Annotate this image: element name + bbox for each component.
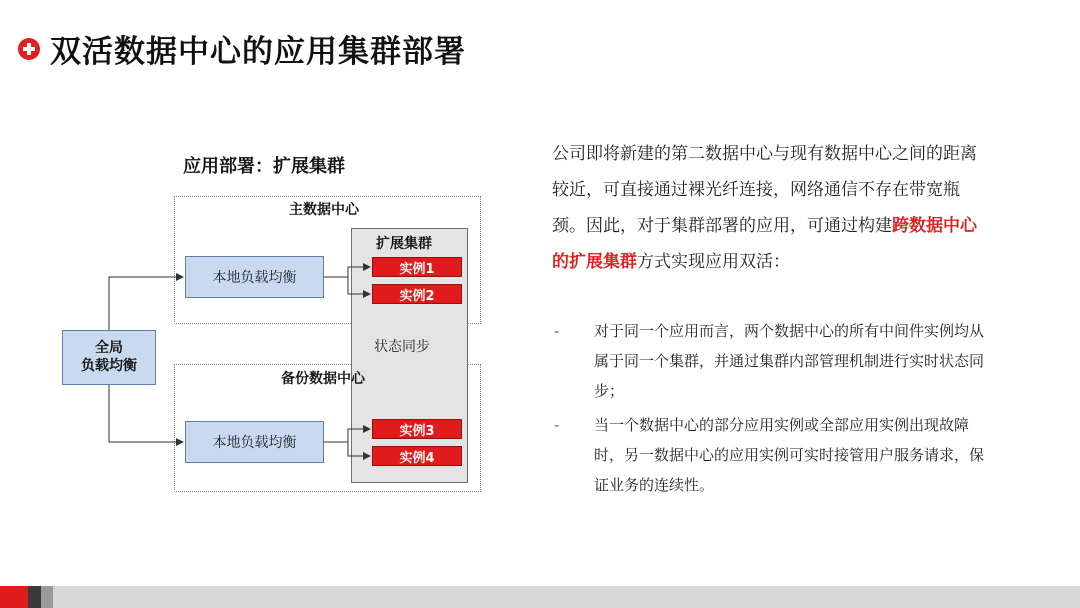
bullet-text: 对于同一个应用而言，两个数据中心的所有中间件实例均从属于同一个集群，并通过集群内部管理机制进行实时状态同步； [594, 322, 985, 400]
bullet-item [552, 316, 992, 406]
footer-accent-gray [41, 586, 53, 608]
cluster-label: 扩展集群 [376, 236, 432, 252]
bullet-dash: - [554, 416, 560, 434]
primary-datacenter-label: 主数据中心 [289, 202, 359, 218]
bullet-text: 当一个数据中心的部分应用实例或全部应用实例出现故障时，另一数据中心的应用实例可实时接管用户服务请求，保证业务的连续性。 [594, 416, 985, 494]
primary-local-lb-label: 本地负载均衡 [212, 270, 297, 286]
instance-1: 实例1 [372, 257, 462, 277]
description-intro: 公司即将新建的第二数据中心与现有数据中心之间的距离较近，可直接通过裸光纤连接，网络通信不存在带宽瓶颈。因此，对于集群部署的应用，可通过构建 [552, 144, 977, 236]
primary-local-load-balancer [185, 256, 324, 298]
bullet-item [552, 410, 992, 500]
footer-accent-dark [28, 586, 41, 608]
backup-local-lb-label: 本地负载均衡 [212, 435, 297, 451]
connector-glb-to-backup [109, 385, 183, 442]
description-intro-end: 方式实现应用双活： [637, 252, 790, 272]
state-sync-label: 状态同步 [374, 339, 430, 355]
plus-circle-icon [18, 38, 40, 60]
backup-local-load-balancer [185, 421, 324, 463]
connector-glb-to-primary [109, 277, 183, 330]
instance-3: 实例3 [372, 419, 462, 439]
footer-accent-red [0, 586, 28, 608]
backup-datacenter-label: 备份数据中心 [281, 371, 365, 387]
description-highlight: 跨数据中心的扩展集群 [552, 216, 977, 272]
instance-2: 实例2 [372, 284, 462, 304]
diagram-title: 应用部署：扩展集群 [183, 156, 345, 177]
bullet-dash: - [554, 322, 560, 340]
instance-4: 实例4 [372, 446, 462, 466]
global-lb-line1: 全局 [95, 340, 123, 356]
footer-bar [0, 586, 1080, 608]
description-bullets [552, 316, 992, 504]
global-lb-line2: 负载均衡 [81, 357, 137, 374]
page-title: 双活数据中心的应用集群部署 [50, 34, 466, 70]
global-load-balancer [62, 330, 156, 385]
description-paragraph [552, 136, 992, 280]
